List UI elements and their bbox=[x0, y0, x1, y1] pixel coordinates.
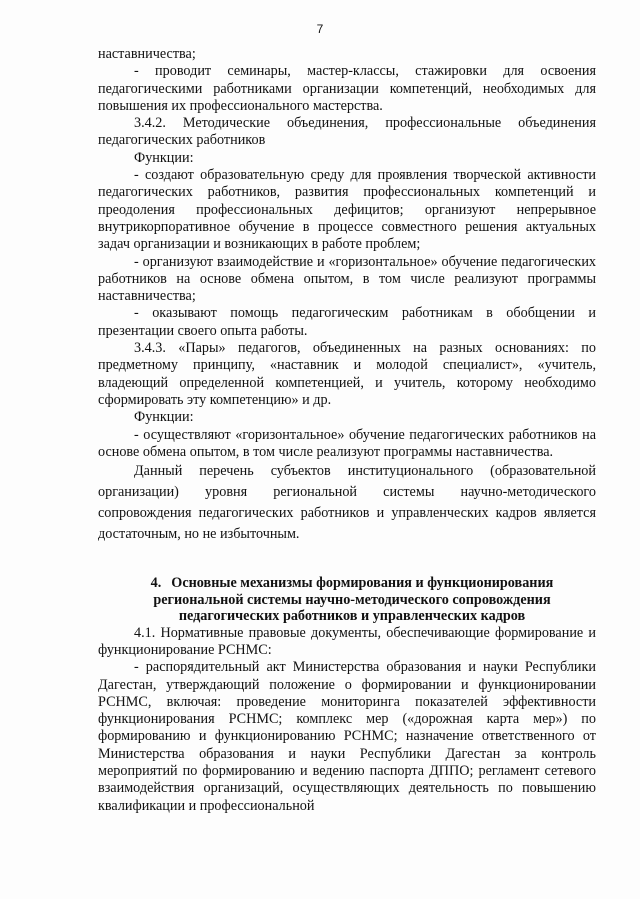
page-number: 7 bbox=[316, 22, 324, 36]
list-item-assistance: - оказывают помощь педагогическим работникам в обобщении и презентации своего опыта работы. bbox=[98, 305, 596, 339]
subsection-4-1: 4.1. Нормативные правовые документы, обеспечивающие формирование и функционирование РСНМС: bbox=[98, 624, 596, 658]
subsection-3-4-2: 3.4.2. Методические объединения, профессиональные объединения педагогических работников bbox=[98, 115, 596, 149]
document-body bbox=[98, 46, 596, 815]
subsection-3-4-3: 3.4.3. «Пары» педагогов, объединенных на разных основаниях: по предметному принципу, «наставник и молодой специалист», «учитель, владеющий определенной компетенцией, и учитель, которому необходимо сформировать эту компетенцию» и др. bbox=[98, 340, 596, 408]
functions-label-2: Функции: bbox=[134, 409, 194, 426]
list-item-environment: - создают образовательную среду для проявления творческой активности педагогических работников, развития профессиональных компетенций и преодоления профессиональных дефицитов; организуют непрерывное внутрикорпоративное обучение в процессе совместного решения актуальных задач организации и возникающих в работе проблем; bbox=[98, 167, 596, 253]
list-item-regulatory-act: - распорядительный акт Министерства образования и науки Республики Дагестан, утверждающий положение о формировании и функционировании РСНМС, включая: проведение мониторинга показателей эффективности функционирования РСНМС; комплекс мер («дорожная карта мер») по формированию и функционированию РСНМС; назначение ответственного от Министерства образования и науки Республики Дагестан за контроль мероприятий по формированию и ведению паспорта ДППО; регламент сетевого взаимодействия организаций, осуществляющих деятельность по повышению квалификации и профессиональной bbox=[98, 659, 596, 814]
paragraph-continuation: наставничества; bbox=[98, 46, 196, 62]
list-item-horizontal-learning: - осуществляют «горизонтальное» обучение педагогических работников на основе обмена опытом, в том числе реализуют программы наставничества. bbox=[98, 426, 596, 460]
summary-paragraph: Данный перечень субъектов институционального (образовательной организации) уровня региональной системы научно-методического сопровождения педагогических работников и управленческих кадров является достаточным, но не избыточным. bbox=[98, 463, 596, 543]
list-item-seminars: - проводит семинары, мастер-классы, стажировки для освоения педагогическими работниками организации компетенций, необходимых для повышения их профессионального мастерства. bbox=[98, 63, 596, 114]
section-heading bbox=[98, 575, 596, 625]
section-number: 4. bbox=[150, 575, 162, 592]
functions-label: Функции: bbox=[134, 149, 194, 166]
list-item-interaction: - организуют взаимодействие и «горизонтальное» обучение педагогических работников на основе обмена опытом, в том числе реализуют программы наставничества; bbox=[98, 253, 596, 305]
section-title: Основные механизмы формирования и функционирования региональной системы научно-методического сопровождения педагогических работников и управленческих кадров bbox=[153, 575, 554, 625]
